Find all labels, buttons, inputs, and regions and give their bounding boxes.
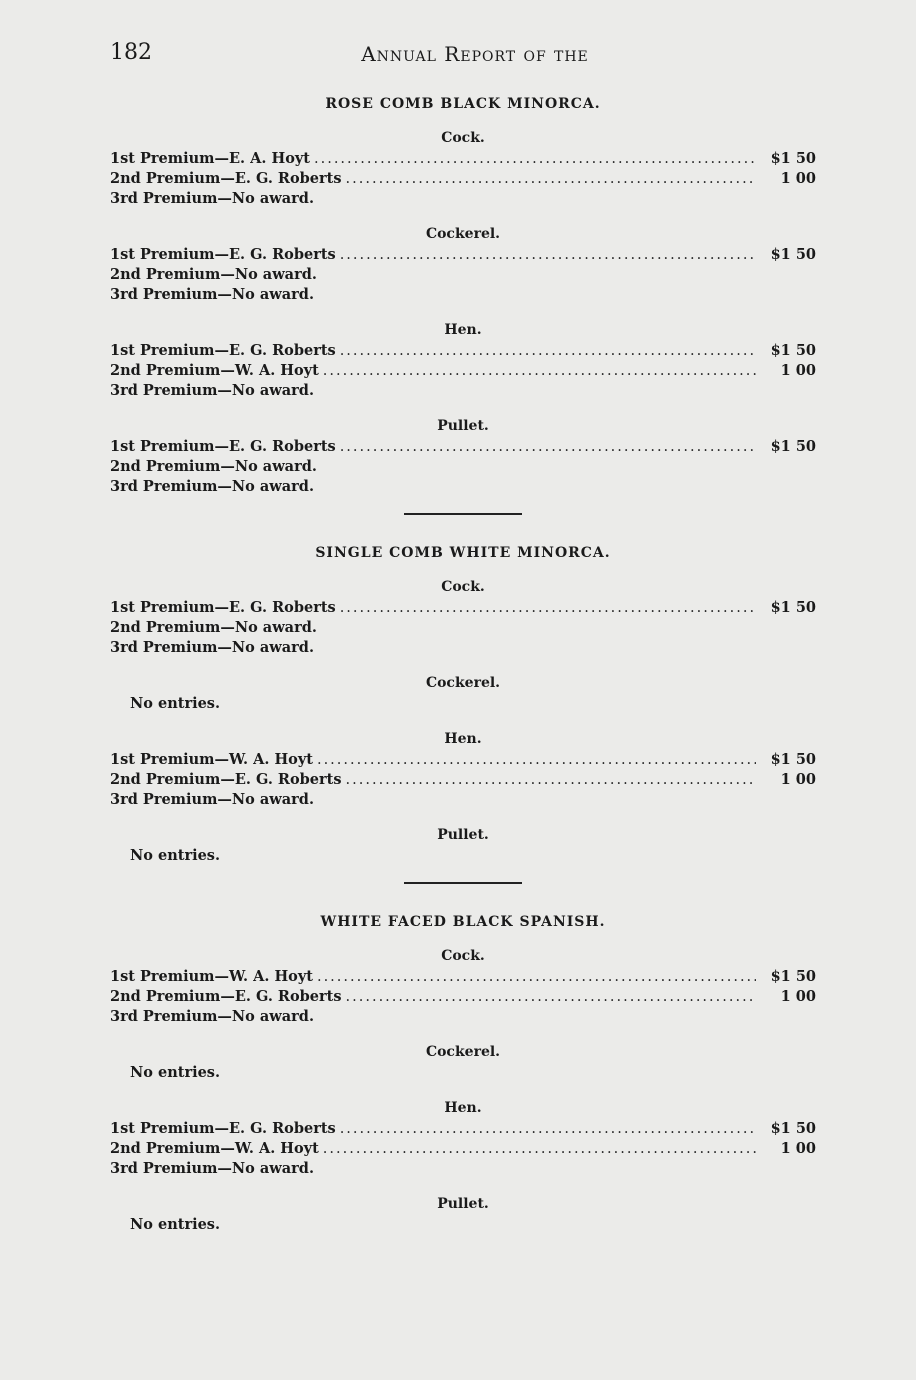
group-title: Pullet. xyxy=(437,418,489,434)
page-header xyxy=(110,40,820,72)
section-title: WHITE FACED BLACK SPANISH. xyxy=(320,914,606,930)
page-number: 182 xyxy=(110,40,152,65)
award-amount: 1 00 xyxy=(780,771,816,788)
award-amount: $1 50 xyxy=(770,751,816,768)
award-row xyxy=(110,638,816,658)
section xyxy=(110,914,816,1235)
award-label: 3rd Premium—No award. xyxy=(110,382,314,399)
award-row xyxy=(110,477,816,497)
award-row xyxy=(110,618,816,638)
award-label: 1st Premium—E. A. Hoyt xyxy=(110,150,310,167)
award-label: 2nd Premium—E. G. Roberts xyxy=(110,170,342,187)
award-row xyxy=(110,598,816,618)
award-label: 3rd Premium—No award. xyxy=(110,639,314,656)
no-entries-text: No entries. xyxy=(130,847,221,864)
award-row xyxy=(110,1119,816,1139)
award-amount: 1 00 xyxy=(780,1140,816,1157)
group-title: Pullet. xyxy=(437,1196,489,1212)
award-label: 2nd Premium—No award. xyxy=(110,619,317,636)
dot-leader xyxy=(340,1119,756,1139)
section-divider xyxy=(404,513,522,515)
award-row xyxy=(110,149,816,169)
running-title: Annual Report of the xyxy=(361,42,589,66)
group-title: Pullet. xyxy=(437,827,489,843)
award-row xyxy=(110,381,816,401)
award-row xyxy=(110,285,816,305)
dot-leader xyxy=(317,750,756,770)
award-amount: $1 50 xyxy=(770,150,816,167)
group-title: Hen. xyxy=(444,731,482,747)
group-title: Hen. xyxy=(444,322,482,338)
no-entries-text: No entries. xyxy=(130,1216,221,1233)
award-amount: 1 00 xyxy=(780,988,816,1005)
dot-leader xyxy=(340,245,756,265)
award-amount: $1 50 xyxy=(770,438,816,455)
award-row xyxy=(110,245,816,265)
group-title: Cockerel. xyxy=(425,675,501,691)
dot-leader xyxy=(317,967,756,987)
award-amount: 1 00 xyxy=(780,362,816,379)
award-label: 3rd Premium—No award. xyxy=(110,478,314,495)
group-title: Hen. xyxy=(444,1100,482,1116)
section xyxy=(110,96,816,497)
group-title: Cockerel. xyxy=(425,1044,501,1060)
award-label: 1st Premium—E. G. Roberts xyxy=(110,246,336,263)
section xyxy=(110,545,816,866)
award-row xyxy=(110,341,816,361)
dot-leader xyxy=(346,169,756,189)
no-entries-text: No entries. xyxy=(130,1064,221,1081)
dot-leader xyxy=(346,987,756,1007)
award-amount: $1 50 xyxy=(770,599,816,616)
award-amount: 1 00 xyxy=(780,170,816,187)
award-label: 3rd Premium—No award. xyxy=(110,1008,314,1025)
award-label: 2nd Premium—No award. xyxy=(110,458,317,475)
award-row xyxy=(110,770,816,790)
group-title: Cockerel. xyxy=(425,226,501,242)
award-row xyxy=(110,265,816,285)
award-row xyxy=(110,361,816,381)
group-title: Cock. xyxy=(441,130,485,146)
section-divider xyxy=(404,882,522,884)
award-row xyxy=(110,169,816,189)
award-row xyxy=(110,750,816,770)
dot-leader xyxy=(323,361,756,381)
award-row xyxy=(110,189,816,209)
award-amount: $1 50 xyxy=(770,342,816,359)
award-row xyxy=(110,967,816,987)
award-row xyxy=(110,1139,816,1159)
dot-leader xyxy=(340,341,756,361)
award-row xyxy=(110,1159,816,1179)
award-label: 1st Premium—E. G. Roberts xyxy=(110,599,336,616)
page-content xyxy=(110,96,816,1235)
award-row xyxy=(110,1007,816,1027)
dot-leader xyxy=(323,1139,756,1159)
award-label: 3rd Premium—No award. xyxy=(110,286,314,303)
award-row xyxy=(110,457,816,477)
award-label: 1st Premium—W. A. Hoyt xyxy=(110,751,313,768)
group-title: Cock. xyxy=(441,579,485,595)
award-label: 2nd Premium—W. A. Hoyt xyxy=(110,1140,319,1157)
award-amount: $1 50 xyxy=(770,968,816,985)
dot-leader xyxy=(340,598,756,618)
dot-leader xyxy=(314,149,756,169)
dot-leader xyxy=(340,437,756,457)
award-row xyxy=(110,437,816,457)
award-label: 3rd Premium—No award. xyxy=(110,190,314,207)
award-label: 2nd Premium—E. G. Roberts xyxy=(110,771,342,788)
award-label: 3rd Premium—No award. xyxy=(110,1160,314,1177)
award-amount: $1 50 xyxy=(770,1120,816,1137)
award-row xyxy=(110,987,816,1007)
award-label: 1st Premium—E. G. Roberts xyxy=(110,1120,336,1137)
award-label: 2nd Premium—W. A. Hoyt xyxy=(110,362,319,379)
award-label: 2nd Premium—E. G. Roberts xyxy=(110,988,342,1005)
award-label: 1st Premium—E. G. Roberts xyxy=(110,438,336,455)
group-title: Cock. xyxy=(441,948,485,964)
section-title: SINGLE COMB WHITE MINORCA. xyxy=(315,545,611,561)
award-label: 1st Premium—W. A. Hoyt xyxy=(110,968,313,985)
award-amount: $1 50 xyxy=(770,246,816,263)
award-label: 1st Premium—E. G. Roberts xyxy=(110,342,336,359)
section-title: ROSE COMB BLACK MINORCA. xyxy=(325,96,601,112)
dot-leader xyxy=(346,770,756,790)
no-entries-text: No entries. xyxy=(130,695,221,712)
award-label: 3rd Premium—No award. xyxy=(110,791,314,808)
award-label: 2nd Premium—No award. xyxy=(110,266,317,283)
award-row xyxy=(110,790,816,810)
